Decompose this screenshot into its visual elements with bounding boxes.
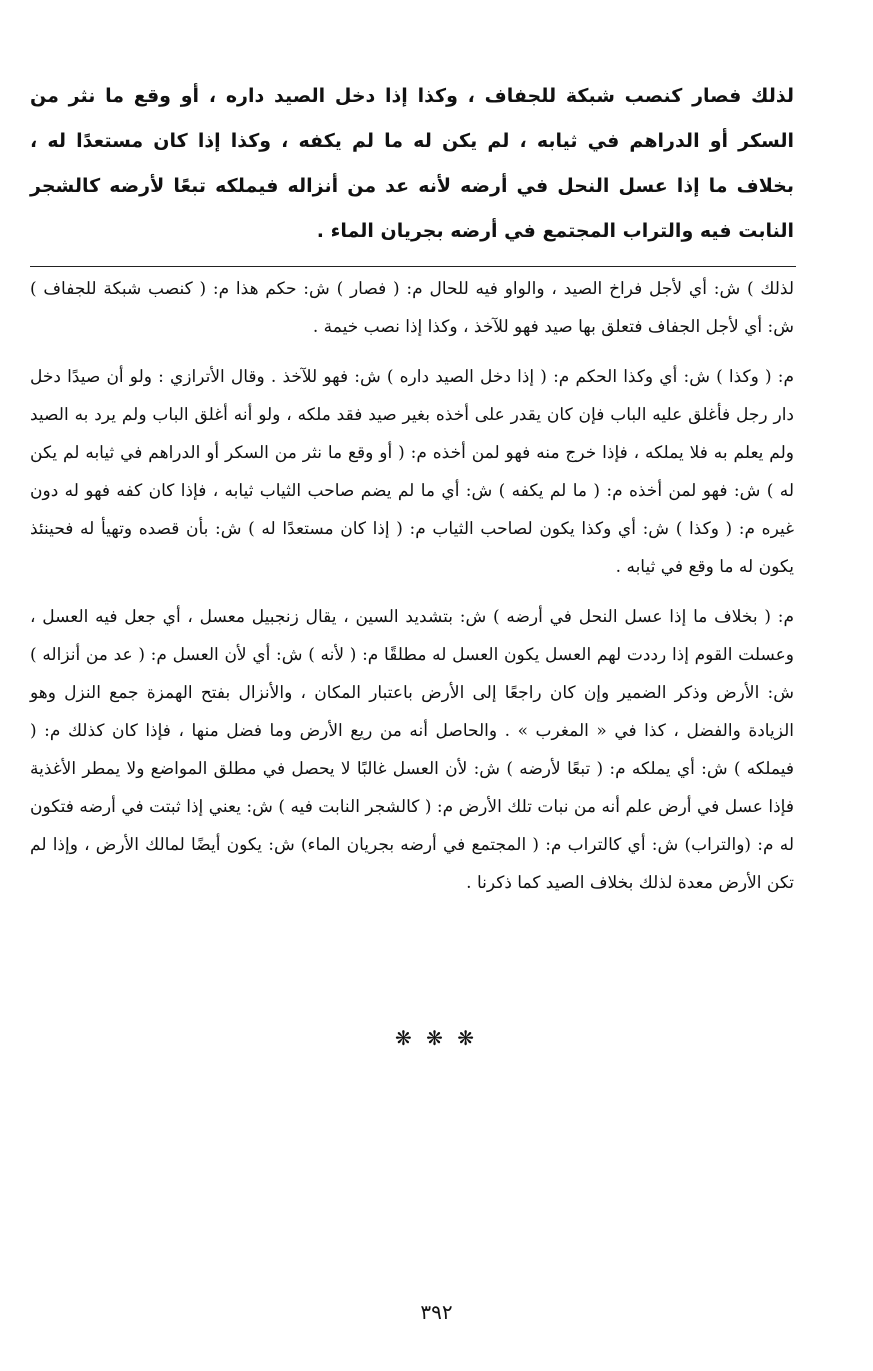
commentary-paragraph: م: ( وكذا ) ش: أي وكذا الحكم م: ( إذا دخل الصيد داره ) ش: فهو للآخذ . وقال الأترازي : ولو أن صيدًا دخل دار رجل فأغلق عليه الباب فإن كان يقدر على أخذه بغير صيد فقد ملكه ، ولو أنه أغلق الباب ولم يرد به الصيد ولم يعلم به فلا يملكه ، فإذا خرج منه فهو لمن أخذه م: ( أو وقع ما نثر من السكر أو الدراهم في ثيابه لم يكن له ) ش: فهو لمن أخذه م: ( ما لم يكفه ) ش: أي ما لم يضم صاحب الثياب ثيابه ، فإذا كان كفه فهو له دون غيره م: ( وكذا ) ش: أي وكذا يكون لصاحب الثياب م: ( إذا كان مستعدًا له ) ش: بأن قصده وتهيأ له فحينئذ يكون له ما وقع في ثيابه . [30, 367, 794, 577]
commentary-section [30, 270, 794, 914]
commentary-paragraph: لذلك ) ش: أي لأجل فراخ الصيد ، والواو فيه للحال م: ( فصار ) ش: حكم هذا م: ( كنصب شبكة للجفاف ) ش: أي لأجل الجفاف فتعلق بها صيد فهو للآخذ ، وكذا إذا نصب خيمة . [30, 279, 794, 337]
main-text-paragraph: لذلك فصار كنصب شبكة للجفاف ، وكذا إذا دخل الصيد داره ، أو وقع ما نثر من السكر أو الدراهم في ثيابه ، لم يكن له ما لم يكفه ، وكذا إذا كان مستعدًا له ، بخلاف ما إذا عسل النحل في أرضه لأنه عد من أنزاله فيملكه تبعًا لأرضه كالشجر النابت فيه والتراب المجتمع في أرضه بجريان الماء . [30, 85, 794, 242]
section-separator-stars: ❋ ❋ ❋ [395, 1026, 478, 1050]
page-number: ٣٩٢ [420, 1300, 453, 1324]
commentary-paragraph: م: ( بخلاف ما إذا عسل النحل في أرضه ) ش: بتشديد السين ، يقال زنجبيل معسل ، أي جعل فيه العسل ، وعسلت القوم إذا رددت لهم العسل يكون العسل له مطلقًا م: ( لأنه ) ش: أي لأن العسل م: ( عد من أنزاله ) ش: الأرض وذكر الضمير وإن كان راجعًا إلى الأرض باعتبار المكان ، والأنزال بفتح الهمزة جمع النزل وهو الزيادة والفضل ، كذا في « المغرب » . والحاصل أنه من ريع الأرض وما فضل منها ، فإذا كان كذلك م: ( فيملكه ) ش: أي يملكه م: ( تبعًا لأرضه ) ش: لأن العسل غالبًا لا يحصل في مطلق المواضع ولا يمطر الأغذية فإذا عسل في أرض علم أنه من نبات تلك الأرض م: ( كالشجر النابت فيه ) ش: يعني إذا ثبتت في أرضه فتكون له م: (والتراب) ش: أي كالتراب م: ( المجتمع في أرضه بجريان الماء) ش: يكون أيضًا لمالك الأرض ، وإذا لم تكن الأرض معدة لذلك بخلاف الصيد كما ذكرنا . [30, 607, 794, 893]
commentary-divider-line [30, 266, 796, 267]
